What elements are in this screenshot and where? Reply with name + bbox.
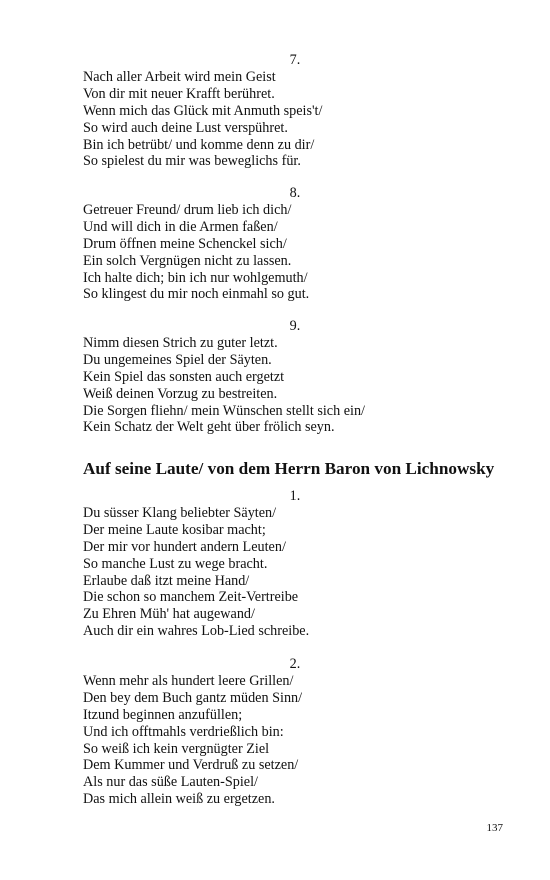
stanza-number: 8. bbox=[289, 185, 301, 201]
verse-line: So spielest du mir was beweglichs für. bbox=[83, 153, 301, 170]
verse-line: Bin ich betrübt/ und komme denn zu dir/ bbox=[83, 136, 315, 153]
verse-line: Wenn mich das Glück mit Anmuth speis't/ bbox=[83, 102, 323, 119]
verse-line: Ein solch Vergnügen nicht zu lassen. bbox=[83, 252, 292, 269]
verse-line: So wird auch deine Lust verspühret. bbox=[83, 119, 288, 136]
verse-line: Weiß deinen Vorzug zu bestreiten. bbox=[83, 385, 278, 402]
verse-line: Der meine Laute kosibar macht; bbox=[83, 521, 266, 538]
verse-line: Auch dir ein wahres Lob-Lied schreibe. bbox=[83, 623, 310, 640]
verse-line: So manche Lust zu wege bracht. bbox=[83, 555, 268, 572]
stanza-number: 7. bbox=[289, 52, 301, 68]
verse-line: Ich halte dich; bin ich nur wohlgemuth/ bbox=[83, 269, 308, 286]
verse-line: So weiß ich kein vergnügter Ziel bbox=[83, 740, 270, 757]
verse-line: Von dir mit neuer Krafft berühret. bbox=[83, 85, 275, 102]
verse-line: Drum öffnen meine Schenckel sich/ bbox=[83, 235, 287, 252]
verse-line: Zu Ehren Müh' hat augewand/ bbox=[83, 606, 255, 623]
verse-line: Und ich offtmahls verdrießlich bin: bbox=[83, 723, 284, 740]
verse-line: Nimm diesen Strich zu guter letzt. bbox=[83, 334, 278, 351]
verse-line: Die Sorgen fliehn/ mein Wünschen stellt sich ein/ bbox=[83, 402, 365, 419]
stanza-7 bbox=[83, 52, 513, 170]
verse-line: Kein Spiel das sonsten auch ergetzt bbox=[83, 368, 285, 385]
verse-line: Du süsser Klang beliebter Säyten/ bbox=[83, 504, 277, 521]
poem-title: Auf seine Laute/ von dem Herrn Baron von Lichnowsky bbox=[83, 459, 495, 478]
verse-line: Der mir vor hundert andern Leuten/ bbox=[83, 538, 286, 555]
verse-line: Die schon so manchem Zeit-Vertreibe bbox=[83, 589, 299, 606]
stanza-number: 2. bbox=[289, 656, 301, 672]
stanza-9 bbox=[83, 318, 513, 436]
verse-line: Wenn mehr als hundert leere Grillen/ bbox=[83, 672, 294, 689]
page-number: 137 bbox=[486, 822, 503, 834]
verse-line: Dem Kummer und Verdruß zu setzen/ bbox=[83, 757, 299, 774]
verse-line: Als nur das süße Lauten-Spiel/ bbox=[83, 774, 258, 791]
stanza-number: 9. bbox=[289, 318, 301, 334]
verse-line: Nach aller Arbeit wird mein Geist bbox=[83, 68, 276, 85]
verse-line: Das mich allein weiß zu ergetzen. bbox=[83, 791, 275, 808]
verse-line: Getreuer Freund/ drum lieb ich dich/ bbox=[83, 201, 292, 218]
verse-line: Den bey dem Buch gantz müden Sinn/ bbox=[83, 689, 303, 706]
verse-line: So klingest du mir noch einmahl so gut. bbox=[83, 286, 310, 303]
verse-line: Itzund beginnen anzufüllen; bbox=[83, 706, 243, 723]
stanza-8 bbox=[83, 185, 513, 303]
stanza-number: 1. bbox=[289, 488, 301, 504]
verse-line: Und will dich in die Armen faßen/ bbox=[83, 218, 278, 235]
verse-line: Du ungemeines Spiel der Säyten. bbox=[83, 351, 272, 368]
verse-line: Kein Schatz der Welt geht über frölich seyn. bbox=[83, 419, 335, 436]
verse-line: Erlaube daß itzt meine Hand/ bbox=[83, 572, 250, 589]
stanza-2 bbox=[83, 656, 513, 808]
stanza-1 bbox=[83, 488, 513, 640]
